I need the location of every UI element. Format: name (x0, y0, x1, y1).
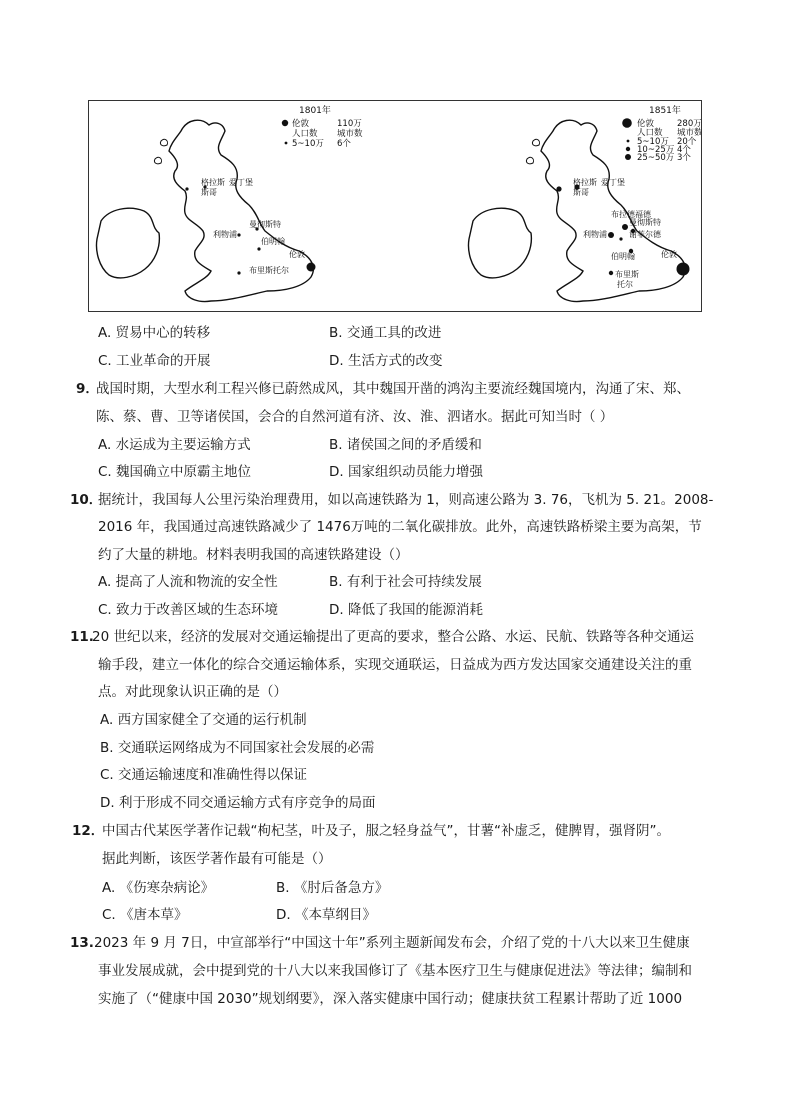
q11-line-1: 20 世纪以来，经济的发展对交通运输提出了更高的要求，整合公路、水运、民航、铁路等各种交通运 (92, 629, 694, 645)
city-bradford-right: 布拉德福德 (611, 210, 651, 219)
legend-range2-right: 10~25万 (637, 145, 675, 155)
legend-london-right: 伦敦 (637, 119, 655, 129)
q9-line-1: 战国时期，大型水利工程兴修已蔚然成风，其中魏国开凿的鸿沟主要流经魏国境内，沟通了宋、郑、 (96, 381, 690, 397)
q11-number: 11. (70, 629, 94, 645)
q11-option-a: A. 西方国家健全了交通的运行机制 (100, 712, 307, 728)
legend-col1-left: 人口数 (292, 129, 318, 139)
q9-option-a: A. 水运成为主要运输方式 (98, 437, 251, 453)
city-london-right: 伦敦 (661, 250, 677, 259)
q12-option-c: C. 《唐本草》 (102, 907, 188, 923)
city-liverpool-left: 利物浦 (213, 230, 237, 239)
london-dot-left (307, 263, 316, 272)
q8-option-b: B. 交通工具的改进 (329, 325, 442, 341)
legend-col1-right: 人口数 (637, 128, 663, 138)
city-glasgow-left: 格拉斯 (201, 178, 225, 187)
q12-option-d: D. 《本草纲目》 (276, 907, 376, 923)
q11-line-3: 点。对此现象认识正确的是（） (98, 684, 287, 700)
q10-line-3: 约了大量的耕地。材料表明我国的高速铁路建设（） (98, 547, 409, 563)
city-bristol-right: 布里斯 (615, 270, 639, 279)
legend-london-left: 伦敦 (292, 119, 310, 129)
city-birmingham-left: 伯明翰 (261, 237, 285, 246)
q11-option-d: D. 利于形成不同交通运输方式有序竞争的局面 (100, 795, 376, 811)
legend-count2-right: 4个 (677, 145, 691, 155)
q12-option-a: A. 《伤寒杂病论》 (102, 880, 215, 896)
q10-option-b: B. 有利于社会可持续发展 (329, 574, 482, 590)
city-sheffield-right: 谢菲尔德 (629, 230, 661, 239)
city-bristol-left: 布里斯托尔 (249, 266, 289, 275)
year-1851-label: 1851年 (649, 106, 681, 116)
city-bristol2-right: 托尔 (617, 280, 633, 289)
q10-option-c: C. 致力于改善区域的生态环境 (98, 602, 279, 618)
city-london-left: 伦敦 (289, 250, 305, 259)
legend-london-value-left: 110万 (337, 119, 362, 129)
legend-range-left: 5~10万 (292, 139, 324, 149)
q12-line-2: 据此判断，该医学著作最有可能是（） (102, 851, 332, 867)
maps-svg (89, 101, 701, 311)
ireland-shape-right (469, 208, 532, 278)
q8-option-d: D. 生活方式的改变 (329, 353, 443, 369)
q13-line-3: 实施了（“健康中国 2030”规划纲要》，深入落实健康中国行动；健康扶贫工程累计帮助了近 1000 (98, 991, 683, 1007)
city-glasgow2-left: 斯哥 (201, 188, 217, 197)
population-maps-figure (88, 100, 702, 312)
city-manchester-left: 曼彻斯特 (249, 220, 281, 229)
legend-london-value-right: 280万 (677, 119, 701, 129)
q11-line-2: 输手段，建立一体化的综合交通运输体系，实现交通联运，日益成为西方发达国家交通建设关注的重 (98, 657, 692, 673)
legend-count-left: 6个 (337, 139, 351, 149)
q13-line-1: 2023 年 9 月 7日，中宣部举行“中国这十年”系列主题新闻发布会，介绍了党的十八大以来卫生健康 (94, 935, 690, 951)
q10-line-1: 据统计，我国每人公里污染治理费用，如以高速铁路为 1，则高速公路为 3. 76，飞机为 5. 21。2008- (98, 492, 714, 508)
legend-range1-right: 5~10万 (637, 137, 669, 147)
legend-col2-left: 城市数 (337, 129, 363, 139)
city-edinburgh-left: 爱丁堡 (229, 178, 253, 187)
q10-option-d: D. 降低了我国的能源消耗 (329, 602, 483, 618)
city-manchester-right: 曼彻斯特 (629, 218, 661, 227)
q8-option-c: C. 工业革命的开展 (98, 353, 211, 369)
q9-option-c: C. 魏国确立中原霸主地位 (98, 464, 252, 480)
legend-count1-right: 20个 (677, 137, 697, 147)
q9-line-2: 陈、蔡、曹、卫等诸侯国，会合的自然河道有济、汝、淮、泗诸水。据此可知当时（ ） (96, 409, 614, 425)
q13-number: 13. (70, 935, 94, 951)
map-1851 (469, 104, 702, 302)
q9-number: 9． (76, 381, 99, 397)
q8-option-a: A. 贸易中心的转移 (98, 325, 211, 341)
city-glasgow2-right: 斯哥 (573, 188, 589, 197)
q10-option-a: A. 提高了人流和物流的安全性 (98, 574, 278, 590)
city-edinburgh-right: 爱丁堡 (601, 178, 625, 187)
map-1801 (97, 104, 364, 302)
city-liverpool-right: 利物浦 (583, 230, 607, 239)
q11-option-b: B. 交通联运网络成为不同国家社会发展的必需 (100, 740, 375, 756)
q12-option-b: B. 《肘后备急方》 (276, 880, 389, 896)
q11-option-c: C. 交通运输速度和准确性得以保证 (100, 767, 308, 783)
q9-option-d: D. 国家组织动员能力增强 (329, 464, 483, 480)
q13-line-2: 事业发展成就，会中提到党的十八大以来我国修订了《基本医疗卫生与健康促进法》等法律；编制和 (98, 963, 692, 979)
legend-range3-right: 25~50万 (637, 153, 675, 163)
q10-number: 10． (70, 492, 103, 508)
ireland-shape-left (97, 208, 160, 278)
q10-line-2: 2016 年，我国通过高速铁路减少了 1476万吨的二氧化碳排放。此外，高速铁路桥梁主要为高架，节 (98, 519, 702, 535)
q9-option-b: B. 诸侯国之间的矛盾缓和 (329, 437, 482, 453)
london-legend-dot-left (282, 120, 288, 126)
city-glasgow-right: 格拉斯 (573, 178, 597, 187)
q12-number: 12． (72, 823, 105, 839)
year-1801-label: 1801年 (299, 106, 331, 116)
legend-count3-right: 3个 (677, 153, 691, 163)
city-birmingham-right: 伯明翰 (611, 252, 635, 261)
q12-line-1: 中国古代某医学著作记载“枸杞茎，叶及子，服之轻身益气”，甘薯“补虚乏，健脾胃，强肾阴”。 (102, 823, 670, 839)
london-dot-right (677, 263, 690, 276)
legend-col2-right: 城市数 (677, 128, 701, 138)
